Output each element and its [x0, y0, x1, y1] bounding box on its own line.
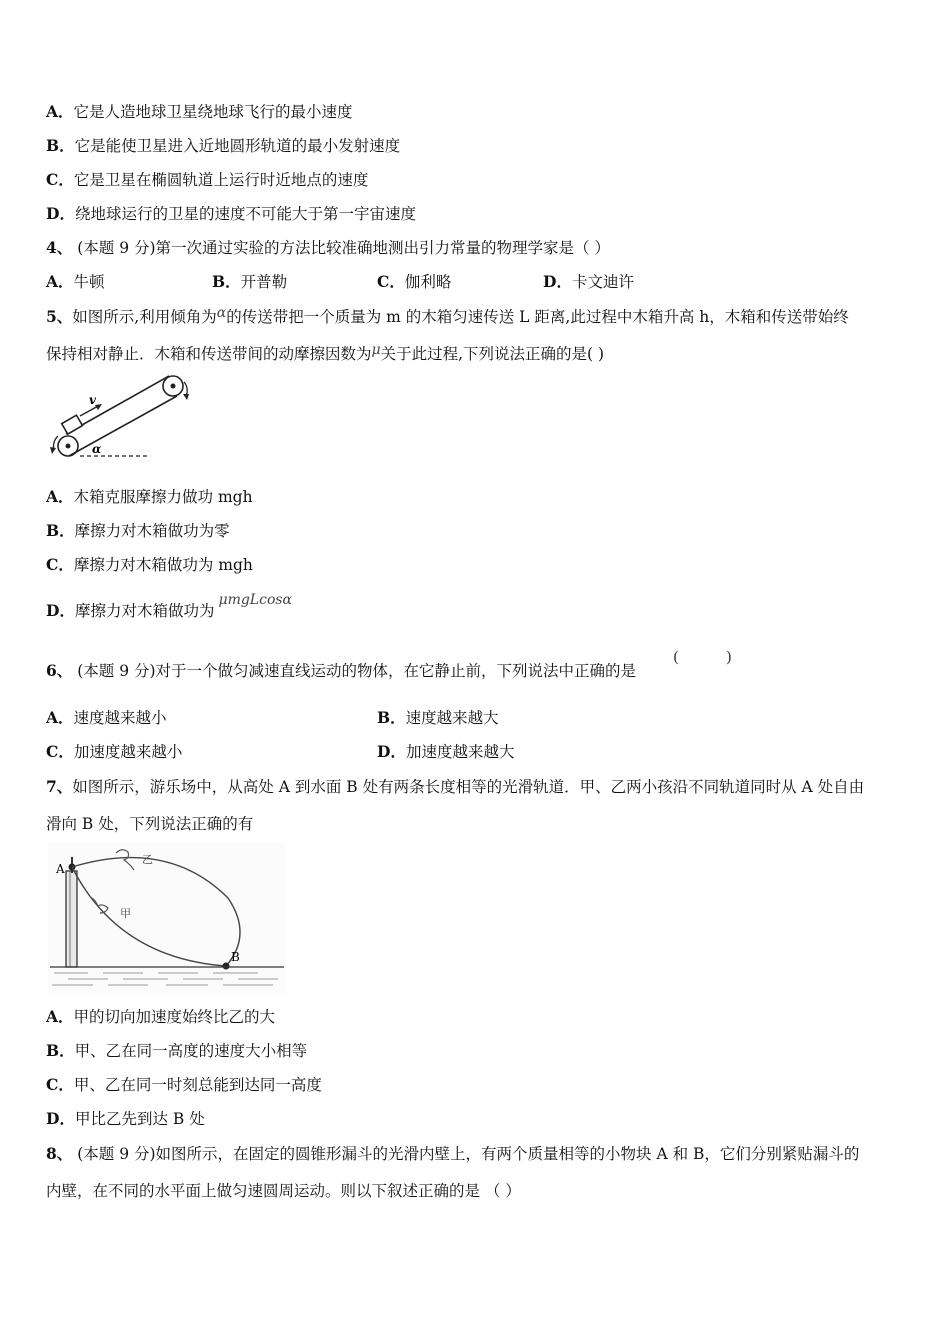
q7-option-b: B．甲、乙在同一高度的速度大小相等 [46, 1041, 308, 1060]
q8-stem-line2: 内壁，在不同的水平面上做匀速圆周运动。则以下叙述正确的是 （ ） [46, 1182, 521, 1200]
q5-option-d [46, 592, 293, 623]
q4-option-a: A．牛顿 [46, 272, 105, 291]
q5-stem-line2 [46, 343, 604, 366]
q5-option-b: B．摩擦力对木箱做功为零 [46, 521, 230, 540]
q4-option-d: D．卡文迪许 [543, 272, 634, 291]
q3-option-a: A．它是人造地球卫星绕地球飞行的最小速度 [46, 102, 353, 121]
q4-option-c: C．伽利略 [377, 272, 452, 291]
q3-option-b: B．它是能使卫星进入近地圆形轨道的最小发射速度 [46, 136, 401, 155]
q5-stem-part2: 的传送带把一个质量为 m 的木箱匀速传送 L 距离,此过程中木箱升高 h，木箱和传送带始终 [226, 308, 849, 326]
q7-option-c: C．甲、乙在同一时刻总能到达同一高度 [46, 1075, 322, 1094]
label-yi: 乙 [142, 853, 153, 866]
label-a: A [56, 862, 65, 876]
wooden-box [62, 415, 83, 434]
q6-option-c: C．加速度越来越小 [46, 742, 183, 761]
q7-option-d: D．甲比乙先到达 B 处 [46, 1109, 205, 1128]
q6-option-d: D．加速度越来越大 [377, 742, 515, 761]
q5-option-a: A．木箱克服摩擦力做功 mgh [46, 487, 253, 506]
q5-option-d-text: D．摩擦力对木箱做功为 [46, 601, 215, 620]
q8-stem-line1: 8、 (本题 9 分)如图所示，在固定的圆锥形漏斗的光滑内壁上，有两个质量相等的小物块 A 和 B，它们分别紧贴漏斗的 [46, 1144, 860, 1163]
q3-option-d: D．绕地球运行的卫星的速度不可能大于第一宇宙速度 [46, 204, 416, 223]
q5-conveyor-figure [44, 372, 194, 464]
q7-option-a: A．甲的切向加速度始终比乙的大 [46, 1007, 276, 1026]
q4-option-b: B．开普勒 [212, 272, 288, 291]
q4-stem: 4、 (本题 9 分)第一次通过实验的方法比较准确地测出引力常量的物理学家是（ ） [46, 238, 610, 257]
angle-label: α [92, 442, 102, 456]
q6-stem: 6、 (本题 9 分)对于一个做匀减速直线运动的物体，在它静止前，下列说法中正确的是 [46, 661, 637, 680]
q6-option-b: B．速度越来越大 [377, 708, 499, 727]
q6-paren-close: ) [726, 648, 732, 666]
q7-stem-line2: 滑向 B 处，下列说法正确的有 [46, 815, 254, 833]
q5-alpha: α [216, 305, 227, 321]
label-b: B [231, 950, 240, 964]
q3-option-c: C．它是卫星在椭圆轨道上运行时近地点的速度 [46, 170, 369, 189]
label-jia: 甲 [120, 907, 131, 920]
q5-mu: μ [371, 342, 381, 358]
q5-stem-part1: 5、如图所示,利用倾角为 [46, 307, 217, 326]
q5-stem-line2-part2: 关于此过程,下列说法正确的是( ) [380, 345, 605, 363]
q5-option-d-formula: μmgLcosα [218, 592, 293, 608]
q6-option-a: A．速度越来越小 [46, 708, 167, 727]
q6-paren-open: ( [673, 648, 679, 666]
q5-stem-line1 [46, 306, 849, 329]
q7-slide-figure [48, 843, 286, 993]
q7-stem-line1: 7、如图所示，游乐场中，从高处 A 到水面 B 处有两条长度相等的光滑轨道．甲、乙两小孩沿不同轨道同时从 A 处自由 [46, 777, 865, 796]
velocity-label: v [89, 393, 96, 407]
point-b [223, 963, 230, 970]
q5-option-c: C．摩擦力对木箱做功为 mgh [46, 555, 253, 574]
tower-pole [66, 871, 77, 967]
q5-stem-line2-part1: 保持相对静止．木箱和传送带间的动摩擦因数为 [46, 345, 372, 363]
